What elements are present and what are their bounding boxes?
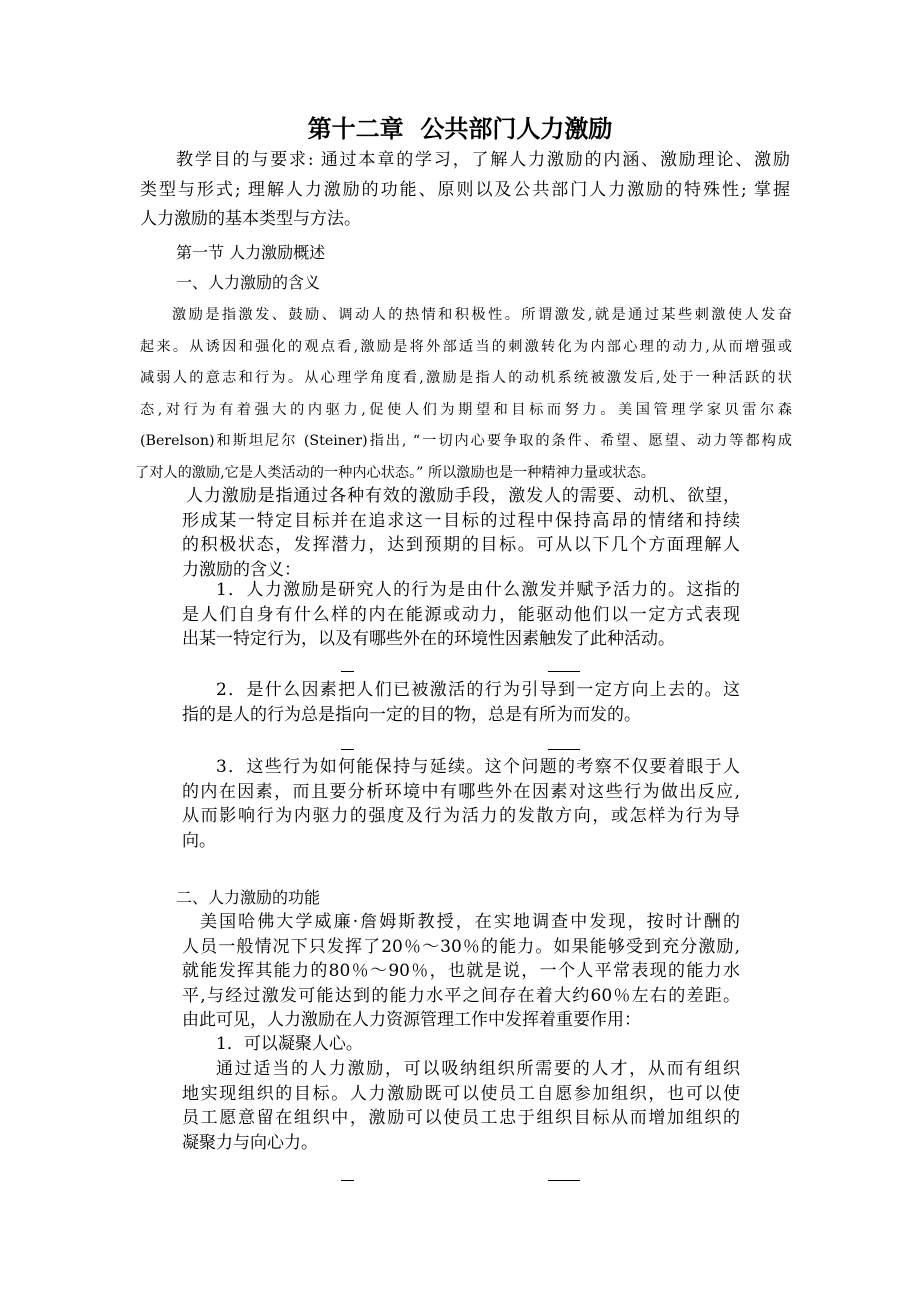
text-line: 人员一般情况下只发挥了20％～30％的能力。如果能够受到充分激励, bbox=[182, 936, 740, 957]
text-line: 指的是人的行为总是指向一定的目的物，总是有所为而发的。 bbox=[182, 704, 641, 725]
text-line: 的积极状态，发挥潜力，达到预期的目标。可从以下几个方面理解人 bbox=[182, 535, 740, 555]
separator-dash bbox=[341, 1180, 354, 1181]
text-line: 平,与经过激发可能达到的能力水平之间存在着大约60％左右的差距。 bbox=[182, 985, 740, 1006]
text-line: 2．是什么因素把人们已被激活的行为引导到一定方向上去的。这 bbox=[216, 680, 740, 700]
chapter-title: 第十二章 公共部门人力激励 bbox=[307, 114, 613, 143]
text-line: 向。 bbox=[182, 830, 216, 851]
separator-dash bbox=[548, 749, 580, 750]
text-line: 从而影响行为内驱力的强度及行为活力的发散方向，或怎样为行为导 bbox=[182, 806, 740, 826]
separator-dash bbox=[548, 671, 580, 672]
point-3 bbox=[182, 755, 740, 853]
text-line: (Berelson)和斯坦尼尔 (Steiner)指出, “一切内心要争取的条件、希望、愿望、动力等都构成 bbox=[140, 433, 792, 449]
separator-dash bbox=[341, 749, 354, 750]
text-line: 人力激励是指通过各种有效的激励手段，激发人的需要、动机、欲望， bbox=[186, 486, 740, 506]
text-line: 类型与形式; 理解人力激励的功能、原则以及公共部门人力激励的特殊性; 掌握 bbox=[140, 179, 790, 200]
separator-dash bbox=[548, 1180, 580, 1181]
text-line: 起来。从诱因和强化的观点看,激励是将外部适当的刺激转化为内部心理的动力,从而增强或 bbox=[140, 338, 792, 355]
text-line: 教学目的与要求: 通过本章的学习，了解人力激励的内涵、激励理论、激励 bbox=[176, 150, 790, 170]
text-line: 通过适当的人力激励，可以吸纳组织所需要的人才，从而有组织 bbox=[216, 1059, 740, 1079]
text-line: 由此可见，人力激励在人力资源管理工作中发挥着重要作用： bbox=[182, 1010, 641, 1030]
text-line: 了对人的激励,它是人类活动的一种内心状态。” 所以激励也是一种精神力量或状态。 bbox=[135, 464, 655, 481]
human-motivation-paragraph bbox=[182, 484, 740, 582]
text-line: 人力激励的基本类型与方法。 bbox=[140, 209, 361, 229]
text-line: 激励是指激发、鼓励、调动人的热情和积极性。所谓激发,就是通过某些刺激使人发奋 bbox=[172, 307, 792, 323]
text-line: 力激励的含义： bbox=[182, 559, 301, 580]
point-1 bbox=[182, 578, 740, 652]
text-line: 员工愿意留在组织中，激励可以使员工忠于组织目标从而增加组织的 bbox=[182, 1108, 740, 1128]
text-line: 就能发挥其能力的80％～90％，也就是说，一个人平常表现的能力水 bbox=[182, 961, 740, 981]
definition-paragraph bbox=[135, 300, 792, 489]
text-line: 出某一特定行为，以及有哪些外在的环境性因素触发了此种活动。 bbox=[182, 629, 675, 649]
subsection-heading: 二、人力激励的功能 bbox=[176, 888, 321, 907]
text-line: 减弱人的意志和行为。从心理学角度看,激励是指人的动机系统被激发后,处于一种活跃的状 bbox=[140, 370, 792, 386]
subsection-heading: 一、人力激励的含义 bbox=[176, 273, 321, 292]
text-line: 地实现组织的目标。人力激励既可以使员工自愿参加组织，也可以使 bbox=[182, 1083, 740, 1104]
text-line: 凝聚力与向心力。 bbox=[182, 1132, 318, 1153]
point-2 bbox=[182, 678, 740, 727]
section-heading: 第一节 人力激励概述 bbox=[176, 243, 326, 262]
function-item-1-body bbox=[182, 1057, 740, 1155]
text-line: 形成某一特定目标并在追求这一目标的过程中保持高昂的情绪和持续 bbox=[182, 510, 740, 531]
teaching-goals bbox=[140, 146, 790, 235]
text-line: 态,对行为有着强大的内驱力,促使人们为期望和目标而努力。美国管理学家贝雷尔森 bbox=[140, 401, 792, 418]
text-line: 是人们自身有什么样的内在能源或动力，能驱动他们以一定方式表现 bbox=[182, 604, 740, 625]
text-line: 3．这些行为如何能保持与延续。这个问题的考察不仅要着眼于人 bbox=[216, 757, 740, 777]
text-line: 的内在因素，而且要分析环境中有哪些外在因素对这些行为做出反应, bbox=[182, 781, 740, 802]
function-item-1-title: 1．可以凝聚人心。 bbox=[216, 1034, 363, 1054]
text-line: 1．人力激励是研究人的行为是由什么激发并赋予活力的。这指的 bbox=[216, 580, 740, 600]
separator-dash bbox=[341, 671, 354, 672]
text-line: 美国哈佛大学威廉·詹姆斯教授，在实地调查中发现，按时计酬的 bbox=[200, 912, 740, 932]
function-paragraph bbox=[182, 910, 740, 1033]
